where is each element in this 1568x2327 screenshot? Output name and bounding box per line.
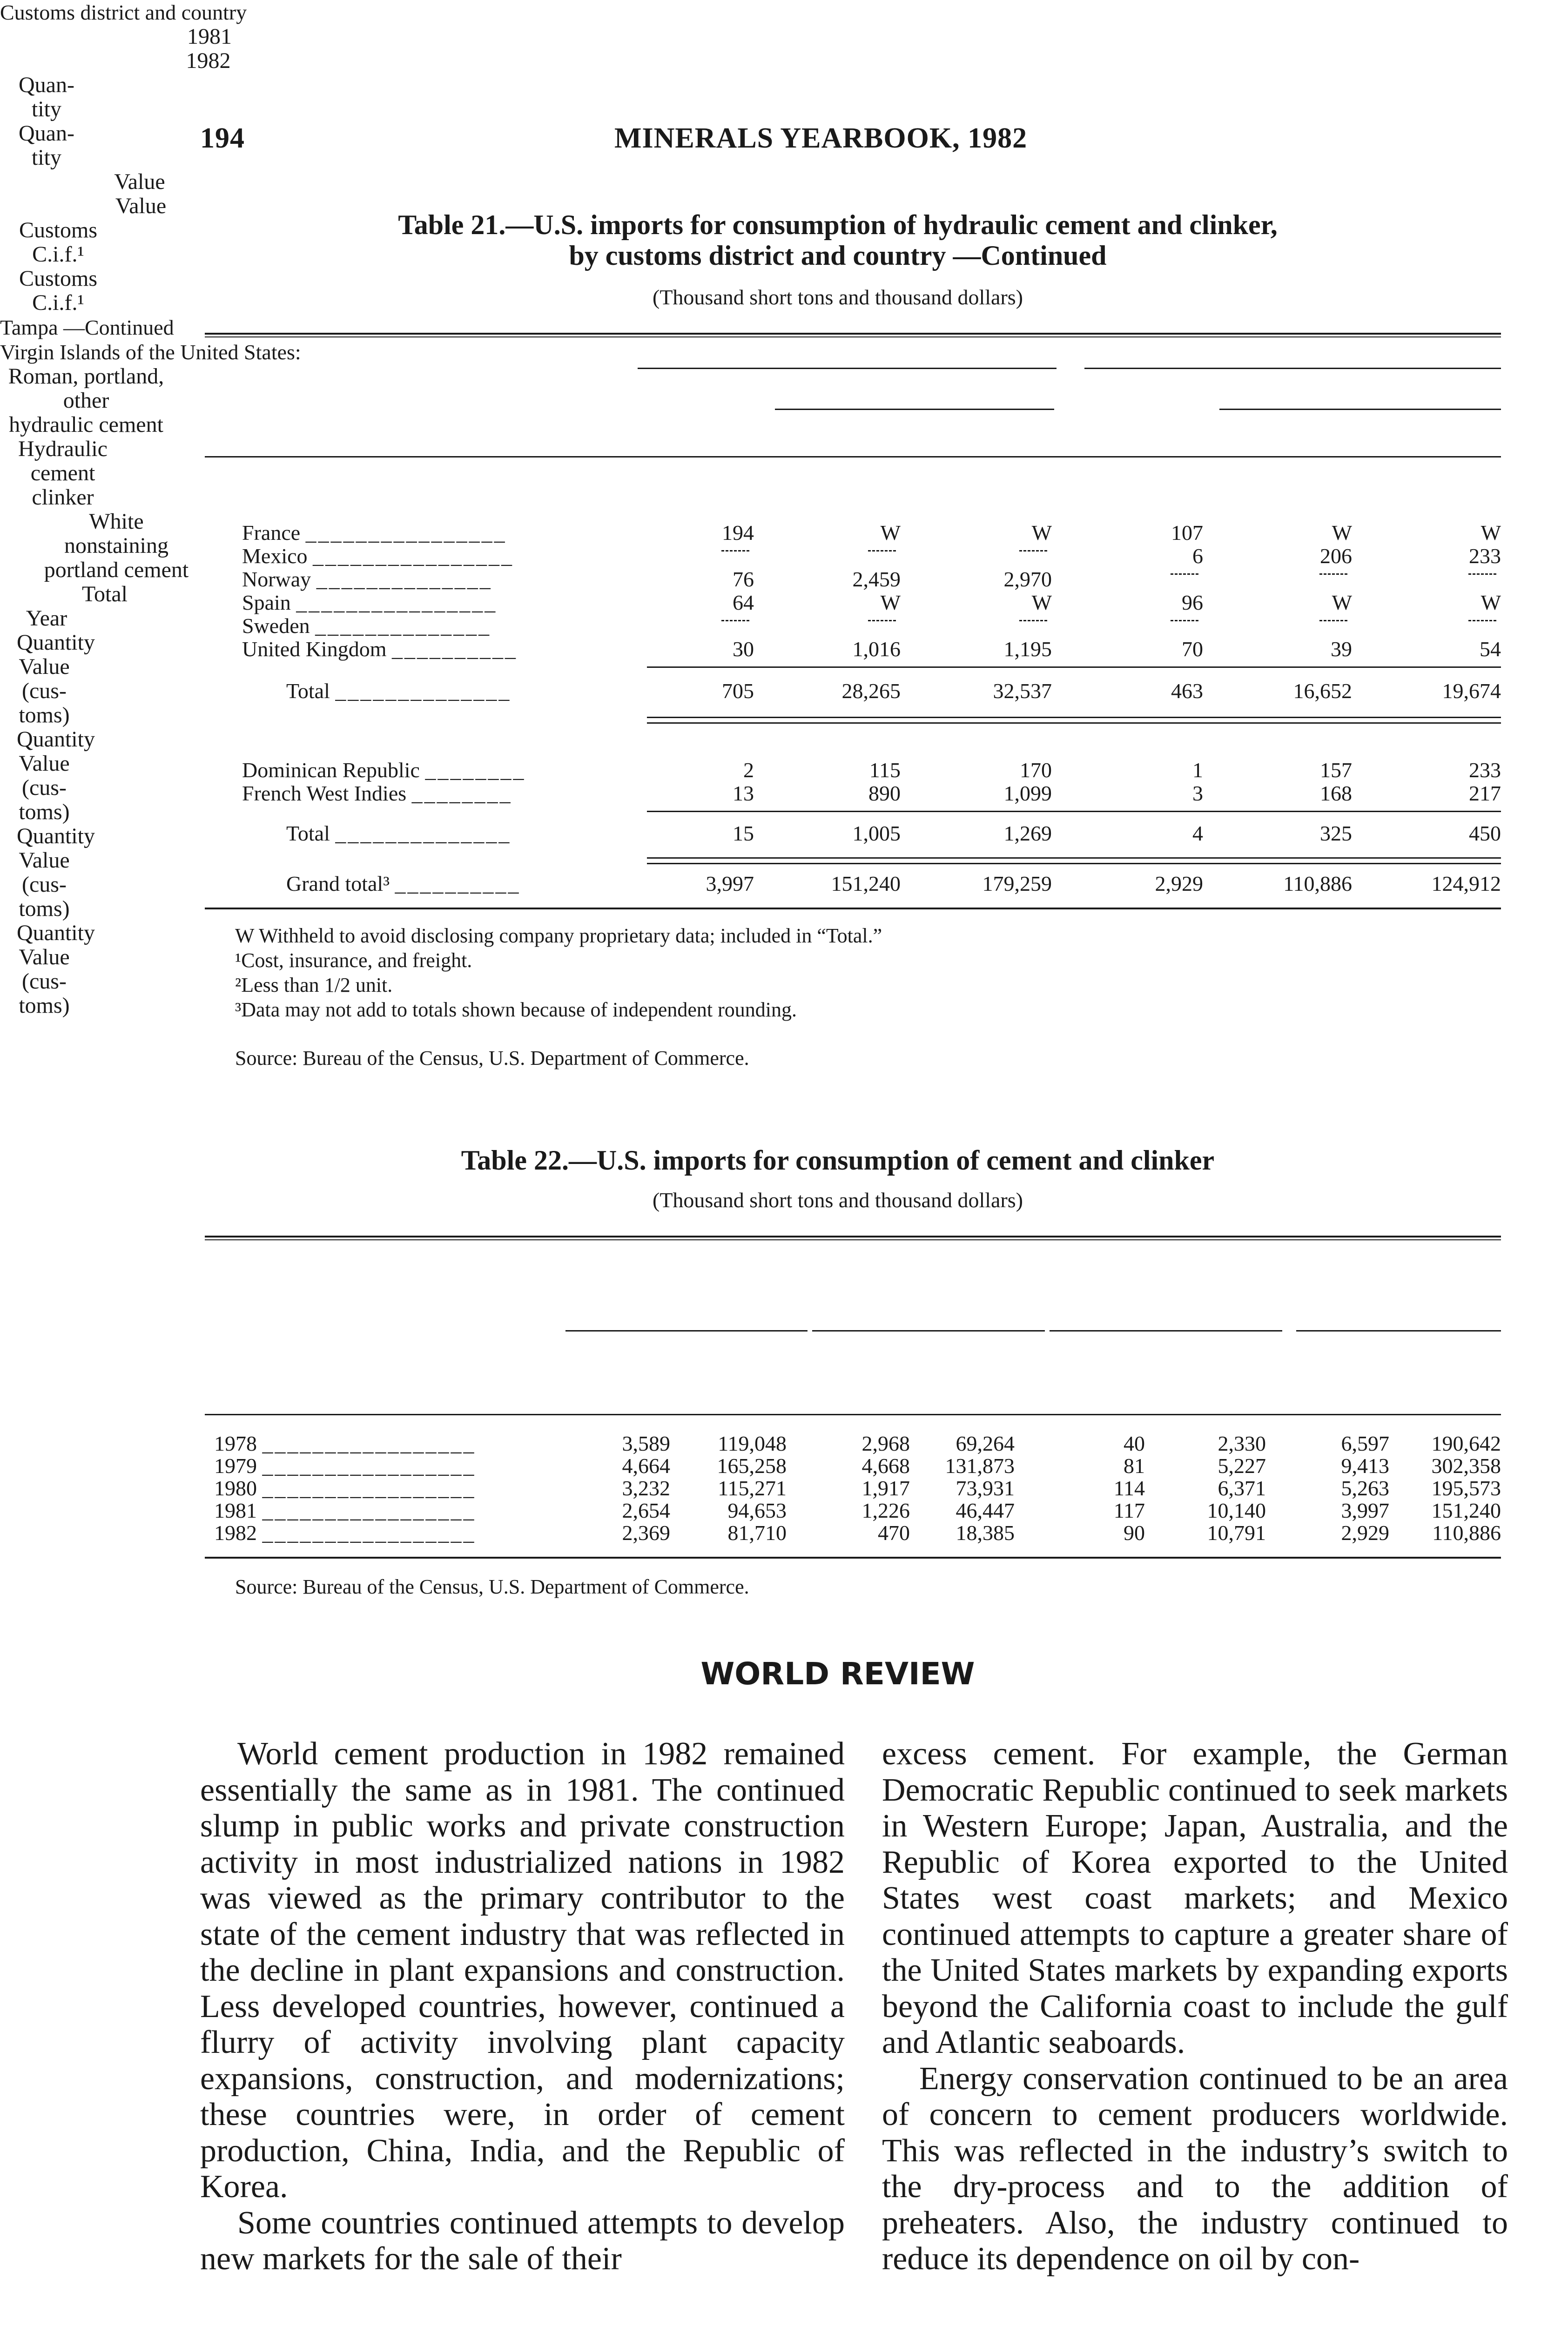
row-label xyxy=(242,781,600,806)
value-rule-1982 xyxy=(1219,409,1501,410)
table-cell: 194 xyxy=(722,521,754,545)
quantity-header: Quantity xyxy=(17,727,95,752)
table-cell: 151,240 xyxy=(831,872,901,895)
paragraph: Some countries continued attempts to develop new markets for the sale of their xyxy=(200,2205,845,2277)
leader-dots: _________________ xyxy=(262,1521,476,1545)
table-cell: 206 xyxy=(1320,544,1352,568)
value-header: (cus- xyxy=(22,969,67,994)
total-bottom-rule xyxy=(647,722,1501,724)
table-cell: 115,271 xyxy=(718,1476,787,1500)
empty-cell-dash xyxy=(721,550,749,551)
group-header: Hydraulic xyxy=(18,437,108,461)
year-rule-1981 xyxy=(638,368,1057,369)
empty-cell-dash xyxy=(868,550,896,551)
value-header-1982: Value xyxy=(115,194,167,218)
quantity-header-1982: Quan- xyxy=(19,121,74,146)
table-cell: 110,886 xyxy=(1432,1521,1501,1545)
table-cell: 2,970 xyxy=(1003,567,1052,591)
leader-dots: _________________ xyxy=(262,1432,476,1455)
row-label xyxy=(214,1431,549,1456)
total-label xyxy=(286,821,603,846)
group-header: White xyxy=(89,509,144,534)
value-header-1981: Value xyxy=(114,169,165,194)
leader-dots: _________________ xyxy=(262,1476,476,1500)
value-header: Value xyxy=(19,945,70,969)
row-label-text: United Kingdom xyxy=(242,637,387,661)
table-cell: 5,263 xyxy=(1341,1476,1389,1500)
table-cell: 705 xyxy=(722,679,754,703)
table-cell: 115 xyxy=(869,758,901,782)
total-rule xyxy=(647,666,1501,668)
footnote-3: ³Data may not add to totals shown because of independent rounding. xyxy=(235,998,797,1021)
table-cell: 119,048 xyxy=(718,1432,787,1455)
value-header: Value xyxy=(19,751,70,776)
quantity-header: Quantity xyxy=(17,921,95,945)
table-cell: 30 xyxy=(733,637,754,661)
table-cell: 1,269 xyxy=(1003,821,1052,845)
table-top-rule xyxy=(205,1236,1501,1237)
table-cell: 6 xyxy=(1192,544,1203,568)
leader-dots: ________ xyxy=(411,781,512,805)
row-label xyxy=(214,1453,549,1478)
table-cell: 1,099 xyxy=(1003,781,1052,805)
table-cell: 233 xyxy=(1469,758,1501,782)
table-cell: 450 xyxy=(1469,821,1501,845)
customs-header-1981: Customs xyxy=(19,218,98,242)
value-header: toms) xyxy=(19,993,70,1018)
table-cell: 217 xyxy=(1469,781,1501,805)
cif-header-1982: C.i.f.¹ xyxy=(32,290,84,315)
table-cell: 2 xyxy=(743,758,754,782)
row-label-text: Mexico xyxy=(242,544,308,568)
table-cell: 190,642 xyxy=(1431,1432,1501,1455)
footnote-w: W Withheld to avoid disclosing company proprietary data; included in “Total.” xyxy=(235,924,882,947)
table-cell: W xyxy=(1332,591,1352,614)
total-bottom-rule xyxy=(647,717,1501,718)
table-cell: 64 xyxy=(733,591,754,614)
total-bottom-rule xyxy=(647,857,1501,859)
empty-cell-dash xyxy=(1468,573,1496,575)
table-cell: 157 xyxy=(1320,758,1352,782)
empty-cell-dash xyxy=(1019,550,1047,551)
leader-dots: ______________ xyxy=(316,567,492,591)
table-cell: 168 xyxy=(1320,781,1352,805)
table-cell: W xyxy=(1332,521,1352,545)
year-label: 1981 xyxy=(214,1499,257,1522)
value-header: (cus- xyxy=(22,872,67,897)
group-rule xyxy=(1050,1330,1282,1332)
year-label: 1978 xyxy=(214,1432,257,1455)
table-cell: 32,537 xyxy=(993,679,1052,703)
table-cell: W xyxy=(880,591,901,614)
leader-dots: ______________ xyxy=(335,679,511,703)
world-review-column-2 xyxy=(882,1736,1508,2277)
table-cell: 2,929 xyxy=(1155,872,1203,895)
table-cell: 165,258 xyxy=(717,1454,787,1478)
table-cell: 2,968 xyxy=(861,1432,910,1455)
table-cell: 302,358 xyxy=(1431,1454,1501,1478)
total-bottom-rule xyxy=(647,863,1501,864)
table-cell: 2,369 xyxy=(622,1521,670,1545)
table-cell: 124,912 xyxy=(1431,872,1501,895)
table-cell: 131,873 xyxy=(945,1454,1015,1478)
table-cell: 463 xyxy=(1171,679,1203,703)
table-cell: 2,654 xyxy=(622,1499,670,1522)
row-label-text: Sweden xyxy=(242,614,310,638)
empty-cell-dash xyxy=(868,620,896,621)
table-cell: 18,385 xyxy=(956,1521,1015,1545)
table-cell: 2,929 xyxy=(1341,1521,1389,1545)
table-cell: 170 xyxy=(1020,758,1052,782)
section-label: Tampa —Continued xyxy=(0,316,174,339)
table-cell: 39 xyxy=(1331,637,1352,661)
leader-dots: ________________ xyxy=(313,544,514,568)
table-cell: 15 xyxy=(733,821,754,845)
table-cell: 3 xyxy=(1192,781,1203,805)
table-cell: 4,668 xyxy=(861,1454,910,1478)
year-label: 1980 xyxy=(214,1476,257,1500)
table-cell: 46,447 xyxy=(956,1499,1015,1522)
year-rule-1982 xyxy=(1084,368,1501,369)
empty-cell-dash xyxy=(1319,573,1347,575)
group-rule xyxy=(812,1330,1045,1332)
table-cell: 40 xyxy=(1124,1432,1145,1455)
empty-cell-dash xyxy=(1468,620,1496,621)
table-top-rule xyxy=(205,336,1501,337)
empty-cell-dash xyxy=(1171,573,1198,575)
row-label xyxy=(242,613,600,638)
table-cell: 19,674 xyxy=(1442,679,1501,703)
footnote-2: ²Less than 1/2 unit. xyxy=(235,974,393,996)
group-header: hydraulic cement xyxy=(9,412,163,437)
table-cell: 3,997 xyxy=(1341,1499,1389,1522)
table-cell: 110,886 xyxy=(1283,872,1352,895)
table-cell: W xyxy=(1481,521,1501,545)
table-cell: 470 xyxy=(878,1521,910,1545)
header-bottom-rule xyxy=(205,1414,1501,1415)
table-cell: 96 xyxy=(1182,591,1203,614)
table-cell: 94,653 xyxy=(727,1499,787,1522)
row-label xyxy=(242,544,600,568)
table-cell: 1,226 xyxy=(861,1499,910,1522)
table21-title-line1: Table 21.—U.S. imports for consumption of hydraulic cement and clinker, xyxy=(398,209,1278,240)
table-cell: 890 xyxy=(868,781,901,805)
table-bottom-rule xyxy=(205,908,1501,909)
year-label: 1979 xyxy=(214,1454,257,1478)
footnote-1: ¹Cost, insurance, and freight. xyxy=(235,949,472,972)
table-cell: 70 xyxy=(1182,637,1203,661)
year-label: 1982 xyxy=(214,1521,257,1545)
leader-dots: __________ xyxy=(391,637,518,661)
leader-dots: ________________ xyxy=(305,521,507,545)
value-header: Value xyxy=(19,654,70,679)
year-1982-header: 1982 xyxy=(186,48,231,73)
leader-dots: ________ xyxy=(425,758,526,782)
table-cell: 3,997 xyxy=(706,872,754,895)
table-cell: 2,459 xyxy=(852,567,901,591)
table-cell: 6,371 xyxy=(1218,1476,1266,1500)
grand-total-label xyxy=(286,871,603,896)
group-header: clinker xyxy=(32,485,94,510)
leader-dots: _________________ xyxy=(262,1454,476,1478)
table-cell: 117 xyxy=(1113,1499,1145,1522)
value-header: (cus- xyxy=(22,775,67,800)
total-label xyxy=(286,679,603,703)
table-cell: 179,259 xyxy=(982,872,1052,895)
total-rule xyxy=(647,811,1501,812)
table-cell: 13 xyxy=(733,781,754,805)
paragraph: World cement production in 1982 remained essentially the same as in 1981. The continued slump in public works and private construction activity in most industrialized nations in 1982 was viewed as the primary contributor to the state of the cement industry that was reflected in the decline in plant expansions and construction. Less developed countries, however, continued a flurry of activity involving plant capacity expansions, construction, and modernizations; these countries were, in order of cement production, China, India, and the Republic of Korea. xyxy=(200,1736,845,2205)
empty-cell-dash xyxy=(1319,620,1347,621)
leader-dots: ______________ xyxy=(315,614,491,638)
row-label-text: France xyxy=(242,521,301,545)
table-cell: 1,917 xyxy=(861,1476,910,1500)
table-top-rule xyxy=(205,1239,1501,1240)
header-bottom-rule xyxy=(205,456,1501,457)
table-cell: 233 xyxy=(1469,544,1501,568)
table-cell: 28,265 xyxy=(841,679,901,703)
cif-header-1981: C.i.f.¹ xyxy=(32,242,84,267)
table-cell: 107 xyxy=(1171,521,1203,545)
row-label-text: Spain xyxy=(242,591,291,614)
table-cell: 10,791 xyxy=(1207,1521,1266,1545)
table-cell: 2,330 xyxy=(1218,1432,1266,1455)
table-cell: 16,652 xyxy=(1293,679,1352,703)
table-cell: 69,264 xyxy=(956,1432,1015,1455)
table22-title: Table 22.—U.S. imports for consumption of cement and clinker xyxy=(461,1145,1215,1176)
table21-title-line2: by customs district and country —Continued xyxy=(569,240,1107,271)
paragraph: Energy conservation continued to be an area of concern to cement producers worldwide. This was reflected in the industry’s switch to the dry-process and to the addition of preheaters. Also, the industry continued to reduce its dependence on oil by con- xyxy=(882,2060,1508,2277)
value-header: toms) xyxy=(19,703,70,727)
world-review-column-1 xyxy=(200,1736,845,2277)
group-header: Roman, portland, xyxy=(8,364,164,389)
table-cell: W xyxy=(1031,591,1052,614)
value-header: toms) xyxy=(19,896,70,921)
table-cell: 81 xyxy=(1124,1454,1145,1478)
empty-cell-dash xyxy=(1171,620,1198,621)
group-rule xyxy=(565,1330,808,1332)
quantity-header-1981: tity xyxy=(31,97,61,121)
empty-cell-dash xyxy=(721,620,749,621)
group-header: Total xyxy=(82,582,128,606)
customs-header-1982: Customs xyxy=(19,266,98,291)
row-label xyxy=(214,1476,549,1500)
group-header: nonstaining xyxy=(64,533,168,558)
table-cell: 151,240 xyxy=(1431,1499,1501,1522)
table21-subtitle: (Thousand short tons and thousand dollars) xyxy=(653,285,1023,309)
leader-dots: _________________ xyxy=(262,1499,476,1522)
table-bottom-rule xyxy=(205,1557,1501,1559)
table-cell: 76 xyxy=(733,567,754,591)
table-cell: 9,413 xyxy=(1341,1454,1389,1478)
table-cell: 325 xyxy=(1320,821,1352,845)
table-cell: W xyxy=(880,521,901,545)
paragraph: excess cement. For example, the German Democratic Republic continued to seek markets in Western Europe; Japan, Australia, and the Republic of Korea exported to the United States west coast markets; and Mexico continued attempts to capture a greater share of the United States markets by expanding exports beyond the California coast to include the gulf and Atlantic seaboards. xyxy=(882,1736,1508,2060)
row-label-text: Dominican Republic xyxy=(242,758,420,782)
value-header: Value xyxy=(19,848,70,873)
year-column-header: Year xyxy=(26,606,67,631)
quantity-header-1982: tity xyxy=(31,145,61,170)
world-review-heading: WORLD REVIEW xyxy=(700,1656,975,1692)
table-cell: 6,597 xyxy=(1341,1432,1389,1455)
row-label-text: Total xyxy=(286,679,330,703)
table-cell: 90 xyxy=(1124,1521,1145,1545)
row-label xyxy=(242,590,600,615)
table-cell: 114 xyxy=(1113,1476,1145,1500)
table-cell: 81,710 xyxy=(727,1521,787,1545)
table-cell: 54 xyxy=(1480,637,1501,661)
leader-dots: __________ xyxy=(395,872,521,895)
row-label-text: Total xyxy=(286,821,330,845)
quantity-header: Quantity xyxy=(17,824,95,848)
section-label: Virgin Islands of the United States: xyxy=(0,340,301,364)
group-header: cement xyxy=(30,461,95,485)
empty-cell-dash xyxy=(1019,620,1047,621)
table22-subtitle: (Thousand short tons and thousand dollars) xyxy=(653,1188,1023,1212)
table-cell: 1,005 xyxy=(852,821,901,845)
table-cell: 4,664 xyxy=(622,1454,670,1478)
table-cell: 5,227 xyxy=(1218,1454,1266,1478)
row-label xyxy=(242,758,600,782)
table-cell: 1,016 xyxy=(852,637,901,661)
page-number: 194 xyxy=(200,122,245,154)
row-label xyxy=(242,567,600,592)
value-header: (cus- xyxy=(22,679,67,703)
table21-source: Source: Bureau of the Census, U.S. Department of Commerce. xyxy=(235,1047,749,1069)
column-stub-header: Customs district and country xyxy=(0,0,247,24)
value-header: toms) xyxy=(19,800,70,824)
group-header: portland cement xyxy=(44,558,189,582)
row-label-text: Norway xyxy=(242,567,311,591)
group-rule xyxy=(1296,1330,1501,1332)
table-cell: 1,195 xyxy=(1003,637,1052,661)
table22-source: Source: Bureau of the Census, U.S. Department of Commerce. xyxy=(235,1575,749,1598)
leader-dots: ________________ xyxy=(296,591,498,614)
running-header: MINERALS YEARBOOK, 1982 xyxy=(614,122,1028,154)
quantity-header: Quantity xyxy=(17,630,95,655)
table-cell: 73,931 xyxy=(956,1476,1015,1500)
group-header: other xyxy=(63,388,109,413)
leader-dots: ______________ xyxy=(335,821,511,845)
table-cell: 1 xyxy=(1192,758,1203,782)
table-cell: W xyxy=(1481,591,1501,614)
row-label xyxy=(214,1498,549,1523)
value-rule-1981 xyxy=(775,409,1054,410)
table-top-rule xyxy=(205,333,1501,335)
year-1981-header: 1981 xyxy=(187,24,232,49)
quantity-header-1981: Quan- xyxy=(19,73,74,97)
table-cell: 10,140 xyxy=(1207,1499,1266,1522)
table-cell: 4 xyxy=(1192,821,1203,845)
row-label-text: French West Indies xyxy=(242,781,407,805)
row-label xyxy=(242,637,600,661)
row-label-text: Grand total³ xyxy=(286,872,390,895)
table-cell: W xyxy=(1031,521,1052,545)
row-label xyxy=(214,1520,549,1545)
table-cell: 3,232 xyxy=(622,1476,670,1500)
table-cell: 3,589 xyxy=(622,1432,670,1455)
row-label xyxy=(242,520,600,545)
table-cell: 195,573 xyxy=(1431,1476,1501,1500)
